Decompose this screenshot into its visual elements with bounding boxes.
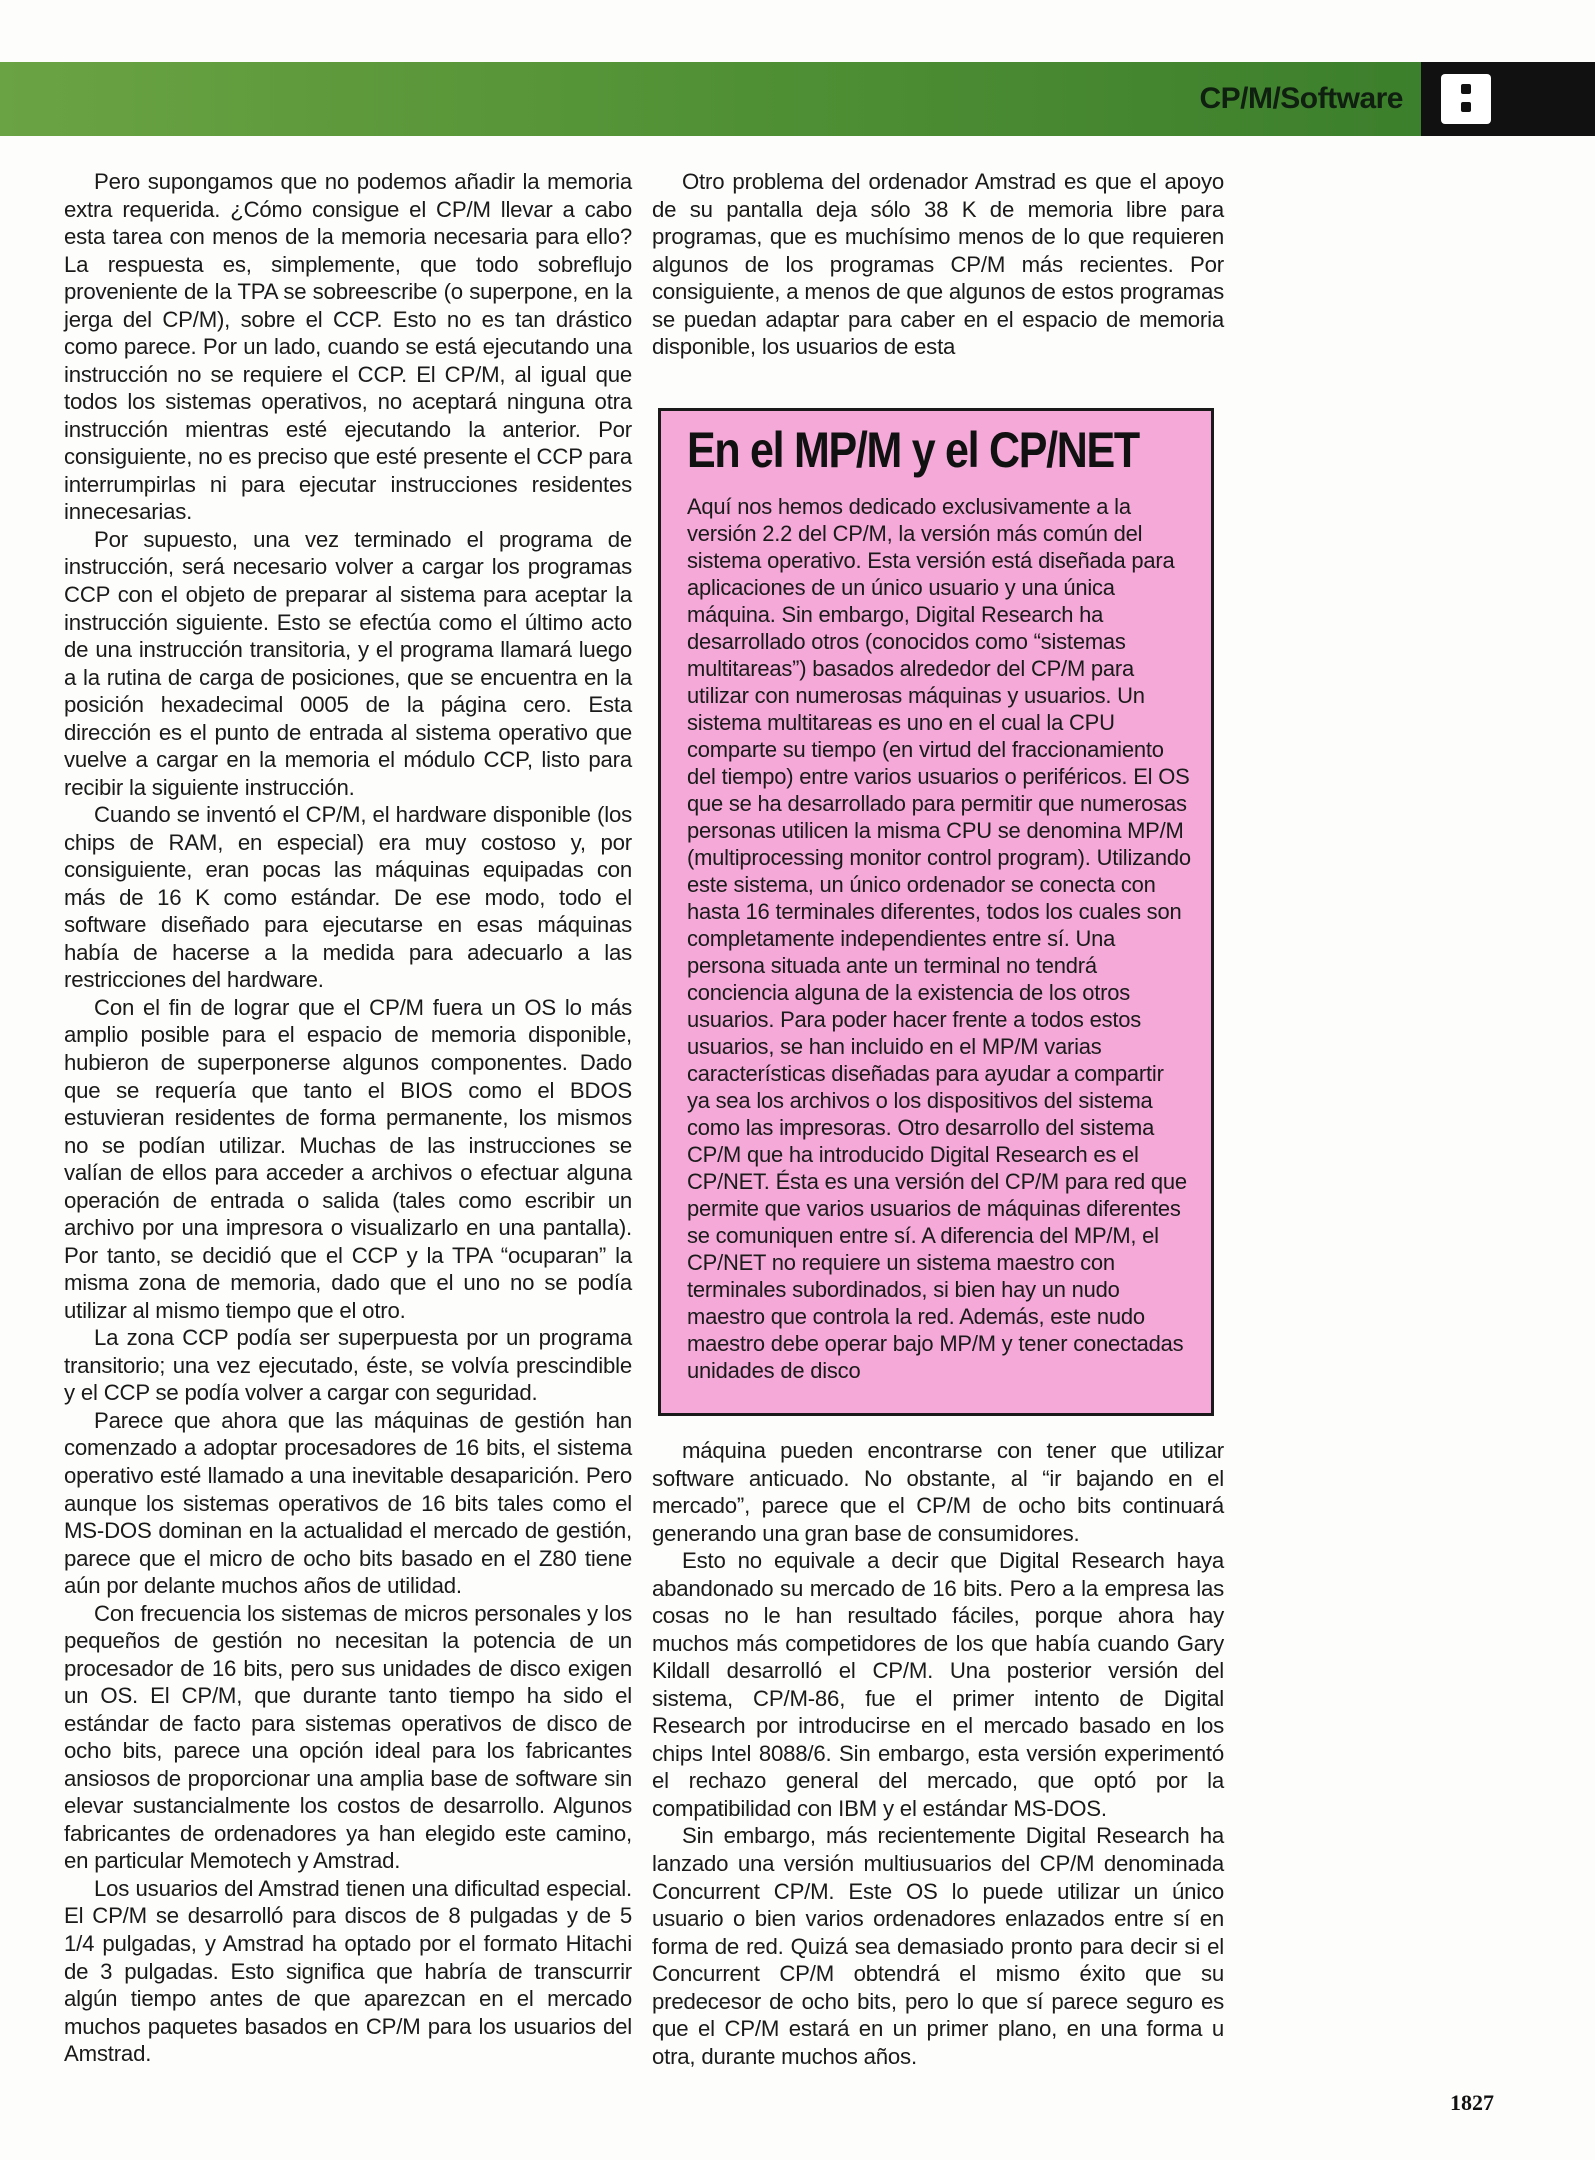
section-label (1199, 78, 1403, 120)
section-name: Software (1280, 82, 1403, 115)
paragraph: Sin embargo, más recientemente Digital Research ha lanzado una versión multiusuarios del CP/M denominada Concurrent CP/M. Este OS lo puede utilizar un único usuario o bien varios ordenadores enlazados entre sí en forma de red. Quizá sea demasiado pronto para decir si el Concurrent CP/M obtendrá el mismo éxito que su predecesor de ocho bits, pero lo que sí parece seguro es que el CP/M estará en un primer plano, en una forma u otra, durante muchos años. (652, 1823, 1224, 2069)
paragraph: Otro problema del ordenador Amstrad es que el apoyo de su pantalla deja sólo 38 K de memoria libre para programas, que es muchísimo menos de lo que requieren algunos de los programas CP/M más recientes. Por consiguiente, a menos de que algunos de estos programas se puedan adaptar para caber en el espacio de memoria disponible, los usuarios de esta (652, 169, 1224, 360)
paragraph: Cuando se inventó el CP/M, el hardware disponible (los chips de RAM, en especial) era muy costoso y, por consiguiente, eran pocas las máquinas equipadas con más de 16 K como estándar. De ese modo, todo el software diseñado para ejecutarse en esas máquinas había de hacerse a la medida para adecuarlo a las restricciones del hardware. (64, 802, 632, 993)
floppy-disk-icon (1441, 74, 1491, 124)
right-column-bottom (652, 1437, 1224, 2070)
paragraph: máquina pueden encontrarse con tener que utilizar software anticuado. No obstante, al “ir bajando en el mercado”, parece que el CP/M de ocho bits continuará generando una gran base de consumidores. (652, 1438, 1224, 1546)
paragraph: Los usuarios del Amstrad tienen una dificultad especial. El CP/M se desarrolló para discos de 8 pulgadas y de 5 1/4 pulgadas, y Amstrad ha optado por el formato Hitachi de 3 pulgadas. Esto significa que habría de transcurrir algún tiempo antes de que aparezcan en el mercado muchos paquetes basados en CP/M para los usuarios del Amstrad. (64, 1875, 632, 2067)
paragraph: Pero supongamos que no podemos añadir la memoria extra requerida. ¿Cómo consigue el CP/M llevar a cabo esta tarea con menos de la memoria necesaria para ello? La respuesta es, simplemente, que todo sobreflujo proveniente de la TPA se sobreescribe (o superpone, en la jerga del CP/M), sobre el CCP. Esto no es tan drástico como parece. Por un lado, cuando se está ejecutando una instrucción no se requiere el CCP. El CP/M, al igual que todos los sistemas operativos, no aceptará ninguna otra instrucción mientras esté ejecutando la anterior. Por consiguiente, no es preciso que esté presente el CCP para interrumpirlas ni para ejecutar instrucciones residentes innecesarias. (64, 169, 632, 525)
left-column (64, 168, 632, 2068)
paragraph: Parece que ahora que las máquinas de gestión han comenzado a adoptar procesadores de 16 bits, el sistema operativo esté llamado a una inevitable desaparición. Pero aunque los sistemas operativos de 16 bits tales como el MS-DOS dominan en la actualidad el mercado de gestión, parece que el micro de ocho bits basado en el Z80 tiene aún por delante muchos años de utilidad. (64, 1407, 632, 1599)
paragraph: Con frecuencia los sistemas de micros personales y los pequeños de gestión no necesitan la potencia de un procesador de 16 bits, pero sus unidades de disco exigen un OS. El CP/M, que durante tanto tiempo ha sido el estándar de facto para sistemas operativos de disco de ocho bits, parece una opción ideal para los fabricantes ansiosos de proporcionar una amplia base de software sin elevar sustancialmente los costos de desarrollo. Algunos fabricantes de ordenadores ya han elegido este camino, en particular Memotech y Amstrad. (64, 1600, 632, 1874)
page-number: 1827 (1450, 2090, 1494, 2115)
paragraph: Con el fin de lograr que el CP/M fuera un OS lo más amplio posible para el espacio de memoria disponible, hubieron de superponerse algunos componentes. Dado que se requería que tanto el BIOS como el BDOS estuvieran residentes de forma permanente, los mismos no se podían utilizar. Muchas de las instrucciones se valían de ellos para acceder a archivos o efectuar alguna operación de entrada o salida (tales como escribir un archivo por una impresora o visualizarlo en una pantalla). Por tanto, se decidió que el CCP y la TPA “ocuparan” la misma zona de memoria, dado que el uno no se podía utilizar al mismo tiempo que el otro. (64, 994, 632, 1323)
section-prefix: CP/M/ (1199, 82, 1281, 115)
paragraph: Esto no equivale a decir que Digital Research haya abandonado su mercado de 16 bits. Pero a la empresa las cosas no le han resultado fáciles, porque ahora hay muchos más competidores de los que había cuando Gary Kildall desarrolló el CP/M. Una posterior versión del sistema, CP/M-86, fue el primer intento de Digital Research por introducirse en el mercado basado en los chips Intel 8088/6. Sin embargo, esta versión experimentó el rechazo general del mercado, que optó por la compatibilidad con IBM y el estándar MS-DOS. (652, 1548, 1224, 1821)
sidebar-body: Aquí nos hemos dedicado exclusivamente a la versión 2.2 del CP/M, la versión más común del sistema operativo. Esta versión está diseñada para aplicaciones de un único usuario y una única máquina. Sin embargo, Digital Research ha desarrollado otros (conocidos como “sistemas multitareas”) basados alrededor del CP/M para utilizar con numerosas máquinas y usuarios. Un sistema multitareas es uno en el cual la CPU comparte su tiempo (en virtud del fraccionamiento del tiempo) entre varios usuarios o periféricos. El OS que se ha desarrollado para permitir que numerosas personas utilicen la misma CPU se denomina MP/M (multiprocessing monitor control program). Utilizando este sistema, un único ordenador se conecta con hasta 16 terminales diferentes, todos los cuales son completamente independientes entre sí. Una persona situada ante un terminal no tendrá conciencia alguna de la existencia de los otros usuarios. Para poder hacer frente a todos estos usuarios, se han incluido en el MP/M varias características diseñadas para ayudar a compartir ya sea los archivos o los dispositivos del sistema como las impresoras. Otro desarrollo del sistema CP/M que ha introducido Digital Research es el CP/NET. Ésta es una versión del CP/M para red que permite que varios usuarios de máquinas diferentes se comuniquen entre sí. A diferencia del MP/M, el CP/NET no requiere un sistema maestro con terminales subordinados, si bien hay un nudo maestro que controla la red. Además, este nudo maestro debe operar bajo MP/M y tener conectadas unidades de disco (687, 494, 1191, 1383)
paragraph: Por supuesto, una vez terminado el programa de instrucción, será necesario volver a cargar los programas CCP con el objeto de preparar al sistema para aceptar la instrucción siguiente. Esto se efectúa como el último acto de una instrucción transitoria, y el programa llamará luego a la rutina de carga de posiciones, que se encuentra en la posición hexadecimal 0005 de la página cero. Esta dirección es el punto de entrada al sistema operativo que vuelve a cargar en la memoria el módulo CCP, listo para recibir la siguiente instrucción. (64, 526, 632, 800)
sidebar-title: En el MP/M y el CP/NET (687, 422, 1139, 478)
section-tab (1421, 62, 1595, 136)
section-header-band (0, 62, 1421, 136)
right-column-top (652, 168, 1224, 361)
paragraph: La zona CCP podía ser superpuesta por un programa transitorio; una vez ejecutado, éste, se volvía prescindible y el CCP se podía volver a cargar con seguridad. (64, 1325, 632, 1406)
sidebar-box (658, 408, 1214, 1416)
